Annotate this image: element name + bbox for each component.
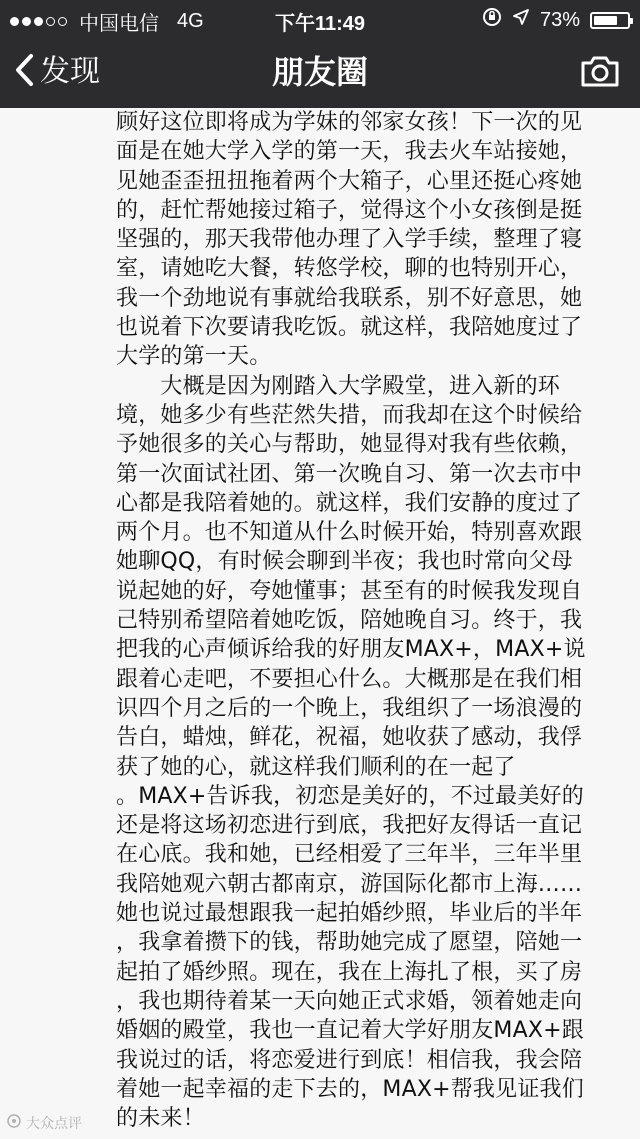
battery-percent: 73% <box>539 8 580 31</box>
post-text-line: 境，她多少有些茫然失措，而我却在这个时候给 <box>116 402 583 428</box>
moments-content[interactable] <box>0 108 640 1139</box>
post-text-line: 。MAX+告诉我，初恋是美好的，不过最美好的 <box>116 783 584 809</box>
post-text-line: 我陪她观六朝古都南京，游国际化都市上海…… <box>116 871 583 897</box>
post-text-line: 婚姻的殿堂，我也一直记着大学好朋友MAX+跟 <box>116 1018 584 1044</box>
post-text-line: 两个月。也不知道从什么时候开始，特别喜欢跟 <box>116 520 583 546</box>
post-text-line: 的，赶忙帮她接过箱子，觉得这个小女孩倒是挺 <box>116 197 583 223</box>
post-text-line: 大概是因为刚踏入大学殿堂，进入新的环 <box>116 373 561 399</box>
camera-button[interactable] <box>580 54 620 92</box>
network-type: 4G <box>177 10 204 32</box>
post-text-line: 在心底。我和她，已经相爱了三年半，三年半里 <box>116 842 583 868</box>
post-text-line: 的未来！ <box>116 1106 205 1132</box>
page-title: 朋友圈 <box>271 53 368 91</box>
battery-icon <box>590 12 630 29</box>
post-text-line: 把我的心声倾诉给我的好朋友MAX+，MAX+说 <box>116 637 586 663</box>
watermark <box>6 1113 82 1133</box>
dianping-logo-icon <box>6 1113 22 1133</box>
post-text-line: 获了她的心，就这样我们顺利的在一起了 <box>116 754 516 780</box>
carrier-name: 中国电信 <box>79 13 159 35</box>
post-text-line: 面是在她大学入学的第一天，我去火车站接她， <box>116 139 583 165</box>
post-text-line: 识四个月之后的一个晚上，我组织了一场浪漫的 <box>116 695 583 721</box>
post-text-line: 己特别希望陪着她吃饭，陪她晚自习。终于，我 <box>116 608 583 634</box>
navigation-bar <box>0 36 640 108</box>
camera-icon <box>580 73 620 92</box>
post-text-line: 我一个劲地说有事就给我联系，别不好意思，她 <box>116 285 583 311</box>
status-bar <box>0 0 640 36</box>
post-text-line: 起拍了婚纱照。现在，我在上海扎了根，买了房 <box>116 959 583 985</box>
back-label: 发现 <box>40 54 100 89</box>
post-text <box>116 108 636 1133</box>
post-text-line: 坚强的，那天我带他办理了入学手续，整理了寝 <box>116 227 583 253</box>
battery-fill <box>594 16 617 25</box>
post-text-line: 告白，蜡烛，鲜花，祝福，她收获了感动，我俘 <box>116 725 583 751</box>
post-text-line: 室，请她吃大餐，转悠学校，聊的也特别开心， <box>116 256 583 282</box>
post-text-line: ，我也期待着某一天向她正式求婚，领着她走向 <box>116 988 583 1014</box>
post-text-line: 说起她的好，夸她懂事；甚至有的时候我发现自 <box>116 578 583 604</box>
post-text-line: 她聊QQ，有时候会聊到半夜；我也时常向父母 <box>116 549 573 575</box>
orientation-lock-icon <box>482 7 502 33</box>
status-right <box>482 7 630 33</box>
post-text-line: 跟着心走吧，不要担心什么。大概那是在我们相 <box>116 666 583 692</box>
watermark-text: 大众点评 <box>26 1116 82 1132</box>
post-text-line: 还是将这场初恋进行到底，我把好友得话一直记 <box>116 813 583 839</box>
post-text-line: 予她很多的关心与帮助，她显得对我有些依赖， <box>116 432 583 458</box>
post-text-line: 她也说过最想跟我一起拍婚纱照，毕业后的半年 <box>116 901 583 927</box>
post-text-line: 第一次面试社团、第一次晚自习、第一次去市中 <box>116 461 583 487</box>
post-text-line: 大学的第一天。 <box>116 344 272 370</box>
status-time: 下午11:49 <box>274 13 366 35</box>
post-text-line: 顾好这位即将成为学妹的邻家女孩！下一次的见 <box>116 110 583 135</box>
post-text-line: 我说过的话，将恋爱进行到底！相信我，我会陪 <box>116 1047 583 1073</box>
post-text-line: 见她歪歪扭扭拖着两个大箱子，心里还挺心疼她 <box>116 168 583 194</box>
location-arrow-icon <box>512 8 530 32</box>
post-text-line: ，我拿着攒下的钱，帮助她完成了愿望，陪她一 <box>116 930 583 956</box>
post-text-line: 心都是我陪着她的。就这样，我们安静的度过了 <box>116 490 583 516</box>
post-text-line: 着她一起幸福的走下去的，MAX+帮我见证我们 <box>116 1076 584 1102</box>
post-text-line: 也说着下次要请我吃饭。就这样，我陪她度过了 <box>116 315 583 341</box>
